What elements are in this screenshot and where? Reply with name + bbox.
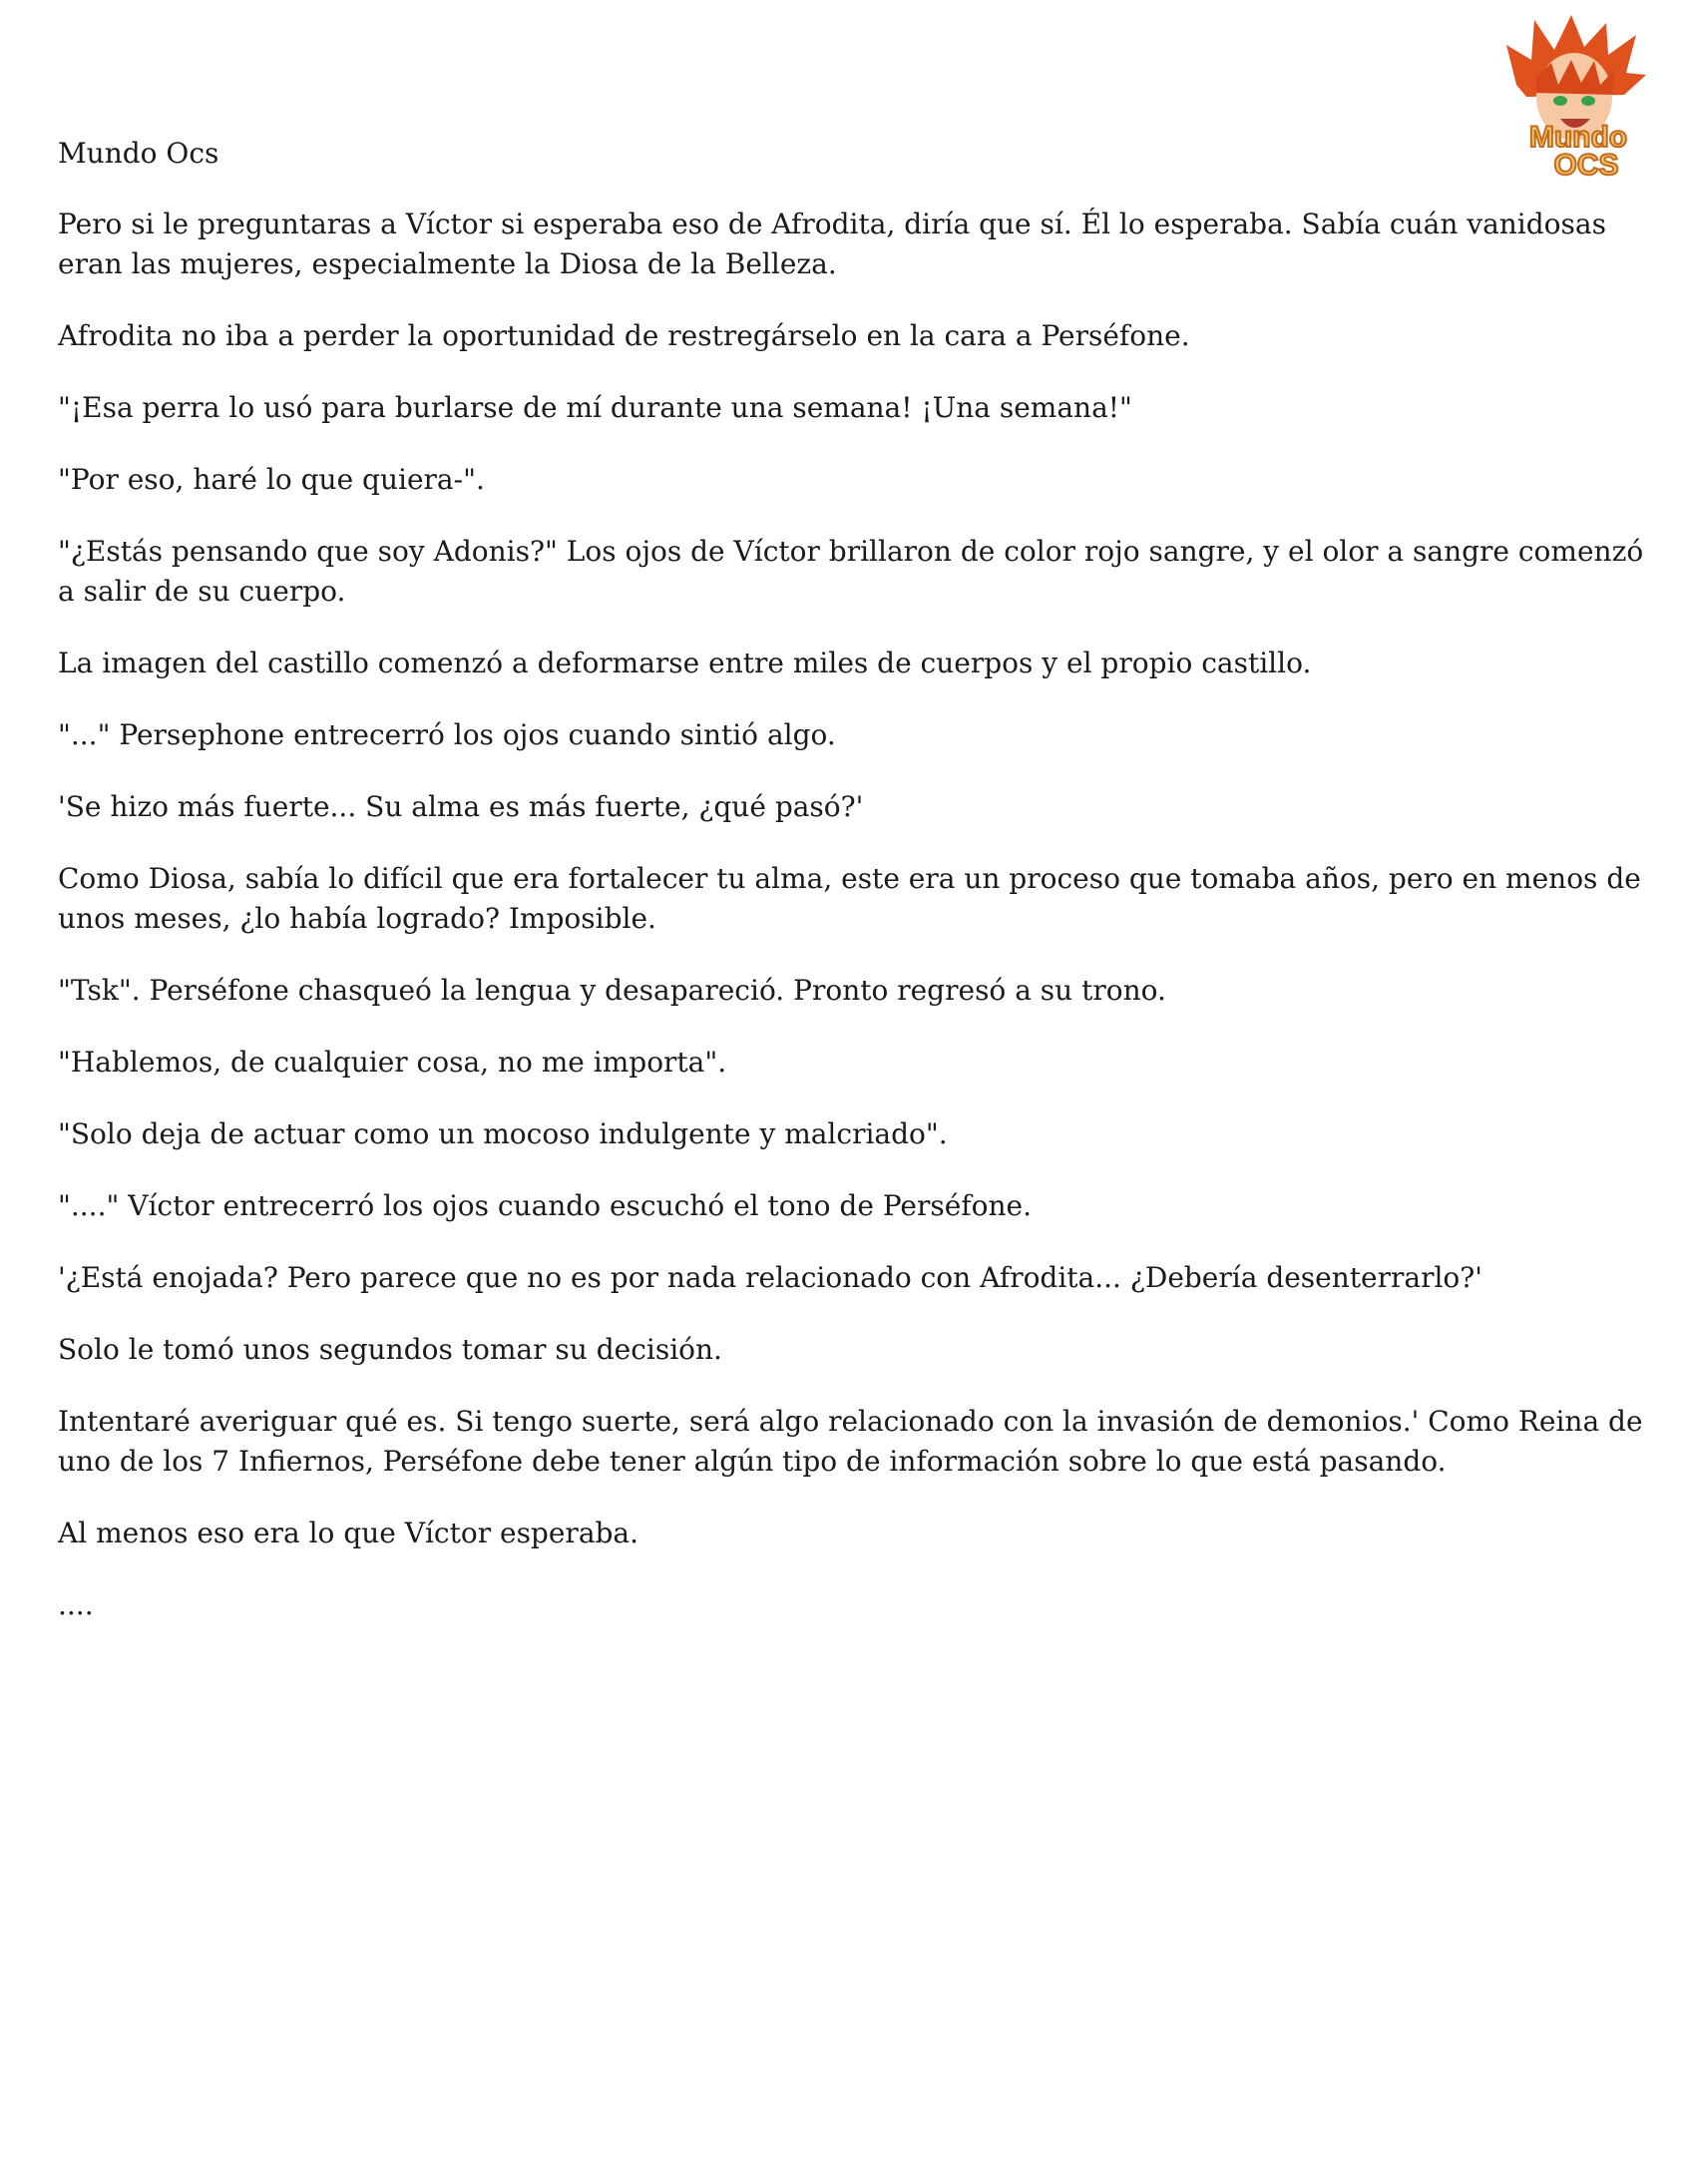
paragraph: La imagen del castillo comenzó a deformarse entre miles de cuerpos y el propio castillo. bbox=[58, 647, 1312, 679]
logo-eye-right bbox=[1581, 96, 1595, 106]
paragraph: "¡Esa perra lo usó para burlarse de mí durante una semana! ¡Una semana!" bbox=[58, 391, 1132, 424]
paragraph: Al menos eso era lo que Víctor esperaba. bbox=[58, 1517, 639, 1549]
paragraph: "Por eso, haré lo que quiera-". bbox=[58, 463, 485, 496]
logo-text-line2: OCS bbox=[1553, 149, 1619, 180]
paragraph: .... bbox=[58, 1588, 94, 1621]
paragraph: "..." Persephone entrecerró los ojos cuando sintió algo. bbox=[58, 718, 836, 751]
paragraph: Pero si le preguntaras a Víctor si esperaba eso de Afrodita, diría que sí. Él lo esperaba. Sabía cuán vanidosas eran las mujeres, especialmente la Diosa de la Belleza. bbox=[58, 208, 1606, 280]
paragraph: Solo le tomó unos segundos tomar su decisión. bbox=[58, 1333, 722, 1366]
logo-text-line1: Mundo bbox=[1528, 121, 1628, 154]
paragraph: '¿Está enojada? Pero parece que no es por nada relacionado con Afrodita... ¿Debería desenterrarlo?' bbox=[58, 1261, 1482, 1294]
mundo-ocs-logo bbox=[1496, 15, 1656, 180]
paragraph: "Hablemos, de cualquier cosa, no me importa". bbox=[58, 1046, 727, 1079]
mascot-logo-icon bbox=[1496, 15, 1656, 180]
paragraph: Como Diosa, sabía lo difícil que era fortalecer tu alma, este era un proceso que tomaba años, pero en menos de unos meses, ¿lo había logrado? Imposible. bbox=[58, 862, 1641, 935]
paragraph: "Solo deja de actuar como un mocoso indulgente y malcriado". bbox=[58, 1117, 948, 1150]
paragraph: "Tsk". Perséfone chasqueó la lengua y desapareció. Pronto regresó a su trono. bbox=[58, 974, 1166, 1007]
paragraph: Intentaré averiguar qué es. Si tengo suerte, será algo relacionado con la invasión de demonios.' Como Reina de uno de los 7 Infiernos, Perséfone debe tener algún tipo de información sobre lo que está pasando. bbox=[58, 1405, 1643, 1478]
logo-eye-left bbox=[1553, 96, 1567, 106]
paragraph: "¿Estás pensando que soy Adonis?" Los ojos de Víctor brillaron de color rojo sangre, y el olor a sangre comenzó a salir de su cuerpo. bbox=[58, 535, 1644, 608]
document-body bbox=[58, 205, 1644, 1657]
paragraph: Afrodita no iba a perder la oportunidad de restregárselo en la cara a Perséfone. bbox=[58, 319, 1190, 352]
paragraph: "...." Víctor entrecerró los ojos cuando escuchó el tono de Perséfone. bbox=[58, 1189, 1033, 1222]
paragraph: 'Se hizo más fuerte... Su alma es más fuerte, ¿qué pasó?' bbox=[58, 790, 864, 823]
page-header: Mundo Ocs bbox=[58, 137, 219, 170]
